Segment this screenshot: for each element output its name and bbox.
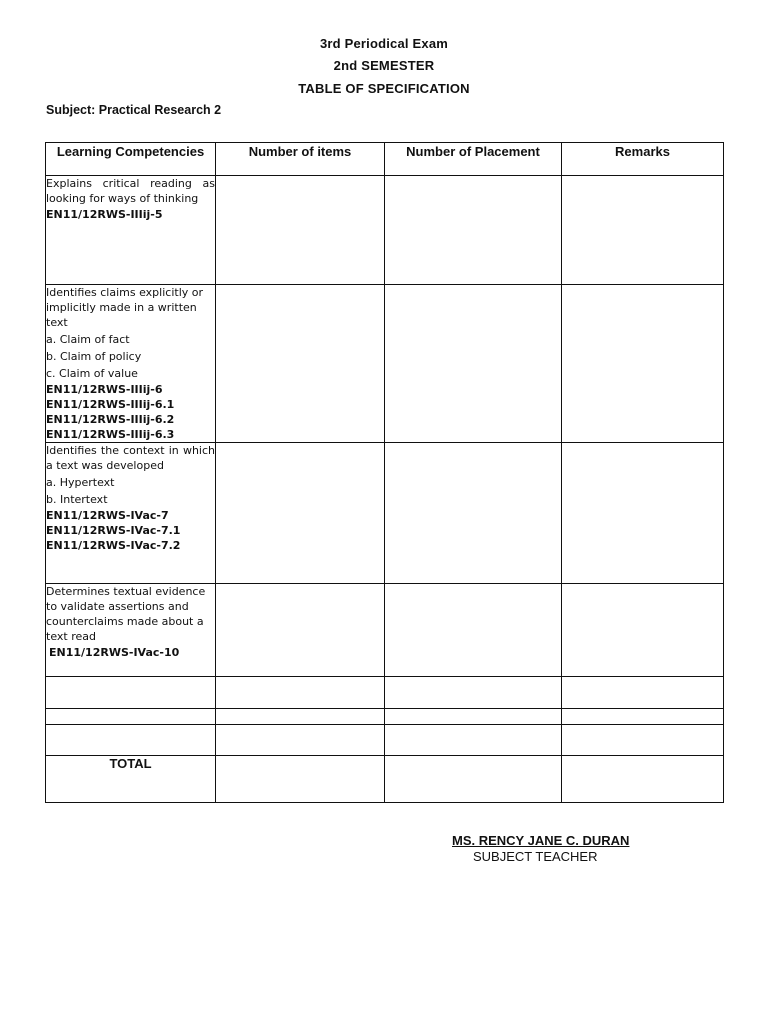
competency-code: EN11/12RWS-IIIij-6 xyxy=(46,383,163,396)
competency-option: b. Intertext xyxy=(46,493,108,506)
column-header-remarks: Remarks xyxy=(562,143,724,176)
items-cell[interactable] xyxy=(216,285,385,443)
competency-description: Identifies the context in which a text was developed xyxy=(46,444,215,472)
competency-code: EN11/12RWS-IIIij-6.3 xyxy=(46,428,175,441)
placement-cell[interactable] xyxy=(385,709,562,725)
table-row xyxy=(46,443,724,584)
remarks-cell[interactable] xyxy=(562,176,724,285)
competency-description: Identifies claims explicitly or implicitly made in a written text xyxy=(46,286,204,329)
exam-title: 3rd Periodical Exam xyxy=(319,36,449,51)
empty-table-row xyxy=(46,725,724,756)
competency-cell[interactable] xyxy=(46,725,216,756)
empty-table-row xyxy=(46,709,724,725)
competency-code: EN11/12RWS-IIIij-6.2 xyxy=(46,413,175,426)
placement-cell[interactable] xyxy=(385,176,562,285)
column-header-competencies: Learning Competencies xyxy=(46,143,216,176)
placement-cell[interactable] xyxy=(385,584,562,677)
placement-cell[interactable] xyxy=(385,677,562,709)
column-header-items: Number of items xyxy=(216,143,385,176)
remarks-cell[interactable] xyxy=(562,285,724,443)
remarks-cell[interactable] xyxy=(562,709,724,725)
remarks-cell[interactable] xyxy=(562,584,724,677)
total-remarks-cell[interactable] xyxy=(562,756,724,803)
placement-cell[interactable] xyxy=(385,725,562,756)
table-row xyxy=(46,176,724,285)
total-row xyxy=(46,756,724,803)
remarks-cell[interactable] xyxy=(562,677,724,709)
competency-description: Explains critical reading as looking for ways of thinking xyxy=(46,177,215,205)
column-header-placement: Number of Placement xyxy=(385,143,562,176)
subject-label: Subject: Practical Research 2 xyxy=(46,103,222,117)
table-row xyxy=(46,285,724,443)
table-title: TABLE OF SPECIFICATION xyxy=(298,81,470,96)
items-cell[interactable] xyxy=(216,584,385,677)
competency-option: a. Hypertext xyxy=(46,476,115,489)
competency-option: c. Claim of value xyxy=(46,367,138,380)
items-cell[interactable] xyxy=(216,709,385,725)
competency-option: b. Claim of policy xyxy=(46,350,142,363)
teacher-role: SUBJECT TEACHER xyxy=(473,849,598,864)
specification-table xyxy=(45,142,724,803)
items-cell[interactable] xyxy=(216,443,385,584)
competency-code: EN11/12RWS-IVac-7.1 xyxy=(46,524,181,537)
total-items-cell[interactable] xyxy=(216,756,385,803)
competency-code: EN11/12RWS-IVac-10 xyxy=(49,646,180,659)
table-header-row xyxy=(46,143,724,176)
competency-cell xyxy=(46,584,216,677)
competency-cell xyxy=(46,443,216,584)
placement-cell[interactable] xyxy=(385,285,562,443)
competency-description: Determines textual evidence to validate assertions and counterclaims made about a text read xyxy=(46,585,206,643)
competency-code: EN11/12RWS-IVac-7.2 xyxy=(46,539,181,552)
remarks-cell[interactable] xyxy=(562,443,724,584)
competency-cell[interactable] xyxy=(46,709,216,725)
total-label: TOTAL xyxy=(46,756,216,803)
empty-table-row xyxy=(46,677,724,709)
remarks-cell[interactable] xyxy=(562,725,724,756)
teacher-name: MS. RENCY JANE C. DURAN xyxy=(452,833,630,848)
placement-cell[interactable] xyxy=(385,443,562,584)
competency-option: a. Claim of fact xyxy=(46,333,130,346)
items-cell[interactable] xyxy=(216,725,385,756)
competency-cell xyxy=(46,285,216,443)
table-row xyxy=(46,584,724,677)
competency-code: EN11/12RWS-IVac-7 xyxy=(46,509,169,522)
competency-code: EN11/12RWS-IIIij-5 xyxy=(46,208,163,221)
total-placement-cell[interactable] xyxy=(385,756,562,803)
competency-cell xyxy=(46,176,216,285)
competency-cell[interactable] xyxy=(46,677,216,709)
semester-title: 2nd SEMESTER xyxy=(333,58,435,73)
competency-code: EN11/12RWS-IIIij-6.1 xyxy=(46,398,175,411)
items-cell[interactable] xyxy=(216,677,385,709)
items-cell[interactable] xyxy=(216,176,385,285)
